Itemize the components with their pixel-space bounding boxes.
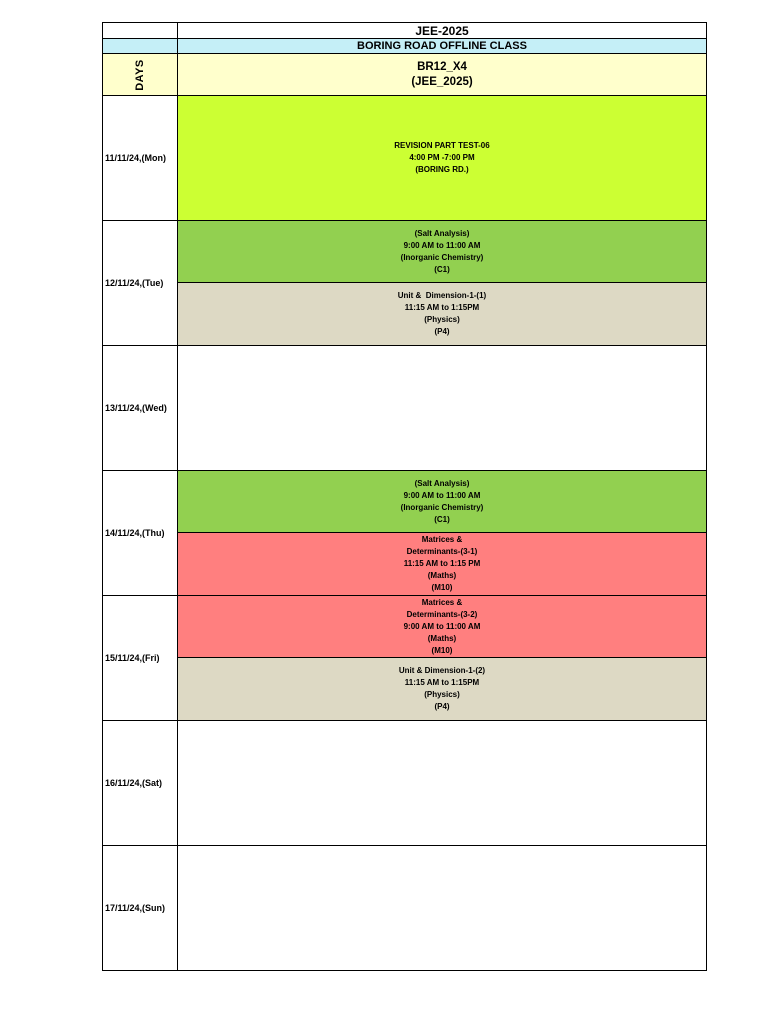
slot-line: (Maths) — [427, 571, 457, 580]
slot-line: 9:00 AM to 11:00 AM — [403, 490, 481, 500]
slot-line: 9:00 AM to 11:00 AM — [403, 621, 481, 631]
slot-line: Unit & Dimension-1-(2) — [398, 666, 486, 675]
batch-header — [177, 53, 707, 96]
slot-line: Matrices & — [421, 535, 463, 544]
day-date: 16/11/24,(Sat) — [102, 720, 178, 846]
slot-line: 9:00 AM to 11:00 AM — [403, 240, 481, 250]
slot-line: (Salt Analysis) — [414, 228, 470, 238]
day-date: 15/11/24,(Fri) — [102, 595, 178, 721]
timetable — [102, 22, 707, 971]
slot-line: (Inorganic Chemistry) — [400, 502, 484, 512]
slot-line: (P4) — [434, 702, 450, 711]
day-date: 17/11/24,(Sun) — [102, 845, 178, 971]
day-date: 14/11/24,(Thu) — [102, 470, 178, 596]
empty-slot — [177, 720, 707, 846]
center-title: BORING ROAD OFFLINE CLASS — [177, 38, 707, 54]
class-slot — [177, 220, 707, 283]
class-slot — [177, 470, 707, 533]
slot-line: Determinants-(3-1) — [406, 547, 478, 556]
slot-line: Determinants-(3-2) — [406, 609, 478, 619]
batch-exam: (JEE_2025) — [411, 75, 473, 88]
slot-line: (M10) — [431, 583, 453, 592]
class-slot — [177, 282, 707, 346]
class-slot — [177, 595, 707, 658]
slot-line: (P4) — [434, 327, 450, 336]
slot-line: REVISION PART TEST-06 — [394, 141, 490, 150]
corner-cell — [102, 22, 178, 39]
slot-line: (Maths) — [427, 633, 457, 643]
slot-line: (BORING RD.) — [415, 165, 469, 174]
slot-line: 11:15 AM to 1:15PM — [404, 303, 480, 312]
day-date: 12/11/24,(Tue) — [102, 220, 178, 346]
slot-line: 11:15 AM to 1:15 PM — [403, 559, 481, 568]
slot-line: (Physics) — [424, 315, 460, 324]
slot-line: (M10) — [431, 645, 453, 655]
days-label: DAYS — [134, 58, 146, 91]
class-slot — [177, 657, 707, 721]
slot-line: Unit & Dimension-1-(1) — [397, 291, 487, 300]
slot-line: (C1) — [434, 264, 450, 274]
slot-line: (Physics) — [424, 690, 460, 699]
slot-line: (Inorganic Chemistry) — [400, 252, 484, 262]
empty-slot — [177, 345, 707, 471]
exam-title: JEE-2025 — [177, 22, 707, 39]
slot-line: (C1) — [434, 514, 450, 524]
center-left-cell — [102, 38, 178, 54]
class-slot — [177, 532, 707, 596]
slot-line: 11:15 AM to 1:15PM — [404, 678, 480, 687]
slot-line: 4:00 PM -7:00 PM — [409, 153, 475, 162]
class-slot — [177, 95, 707, 221]
day-date: 11/11/24,(Mon) — [102, 95, 178, 221]
slot-line: Matrices & — [421, 597, 463, 607]
slot-line: (Salt Analysis) — [414, 478, 470, 488]
batch-code: BR12_X4 — [417, 60, 467, 73]
day-date: 13/11/24,(Wed) — [102, 345, 178, 471]
empty-slot — [177, 845, 707, 971]
days-column-header — [102, 53, 178, 96]
